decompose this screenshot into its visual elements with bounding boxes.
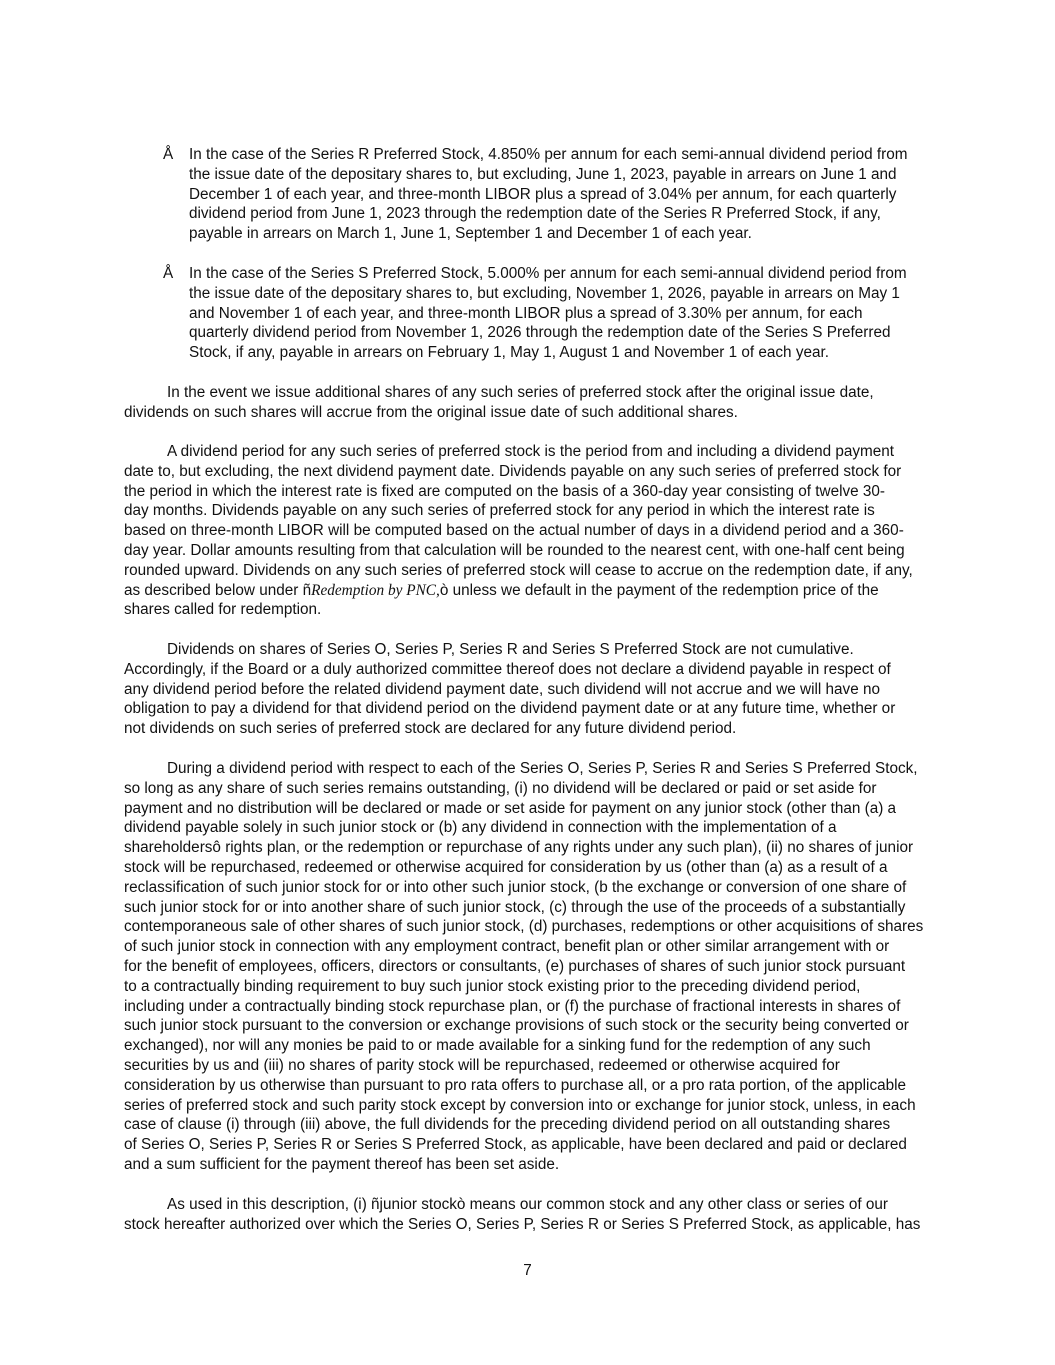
text-line: including under a contractually binding stock repurchase plan, or (f) the purchase of fractional interests in shares of <box>124 997 901 1015</box>
text-line: contemporaneous sale of other shares of such junior stock, (d) purchases, redemptions or other acquisitions of shares <box>124 918 924 936</box>
text-line: case of clause (i) through (iii) above, the full dividends for the preceding dividend period on all outstanding shares <box>124 1116 891 1134</box>
text-line: the issue date of the depositary shares to, but excluding, June 1, 2023, payable in arrears on June 1 and <box>189 165 897 183</box>
text-line: for the benefit of employees, officers, directors or consultants, (e) purchases of shares of such junior stock pursuant <box>124 957 906 975</box>
text-line: shareholdersô rights plan, or the redemption or repurchase of any rights under any such plan), (ii) no shares of junior <box>124 839 914 857</box>
text-line: payable in arrears on March 1, June 1, September 1 and December 1 of each year. <box>189 225 752 243</box>
text-line: Stock, if any, payable in arrears on February 1, May 1, August 1 and November 1 of each year. <box>189 344 829 362</box>
text-line: December 1 of each year, and three-month LIBOR plus a spread of 3.04% per annum, for each quarterly <box>189 185 897 203</box>
text-line: any dividend period before the related dividend payment date, such dividend will not accrue and we will have no <box>124 680 880 698</box>
text-line: shares called for redemption. <box>124 601 322 619</box>
text-line: A dividend period for any such series of preferred stock is the period from and including a dividend payment <box>167 443 895 460</box>
text-line: day months. Dividends payable on any such series of preferred stock for any period in which the interest rate is <box>124 502 875 520</box>
bullet-mark: Å <box>163 265 174 282</box>
text-line: of such junior stock in connection with any employment contract, benefit plan or other similar arrangement with or <box>124 938 890 956</box>
text-line: dividend payable solely in such junior stock or (b) any dividend in connection with the implementation of a <box>124 819 837 837</box>
text-line: During a dividend period with respect to each of the Series O, Series P, Series R and Series S Preferred Stock, <box>167 760 918 777</box>
text-line: such junior stock for or into another share of such junior stock, (c) through the use of the proceeds of a substantially <box>124 898 906 916</box>
text-line: stock will be repurchased, redeemed or otherwise acquired for consideration by us (other than (a) as a result of a <box>124 858 888 876</box>
paragraph-dividend-period <box>124 442 934 620</box>
text-line: of Series O, Series P, Series R or Series S Preferred Stock, as applicable, have been declared and paid or declared <box>124 1136 907 1154</box>
text-line: and November 1 of each year, and three-month LIBOR plus a spread of 3.30% per annum, for each <box>189 304 863 322</box>
bullet-text <box>189 145 935 244</box>
text-line: rounded upward. Dividends on any such series of preferred stock will cease to accrue on the redemption date, if any, <box>124 561 913 579</box>
text-line: As used in this description, (i) ñjunior stockò means our common stock and any other class or series of our <box>167 1196 888 1213</box>
text-line: quarterly dividend period from November 1, 2026 through the redemption date of the Series S Preferred <box>189 324 891 342</box>
text-line: Accordingly, if the Board or a duly authorized committee thereof does not declare a dividend payable in respect of <box>124 660 891 678</box>
text-line: so long as any share of such series remains outstanding, (i) no dividend will be declared or paid or set aside for <box>124 779 877 797</box>
text-line: dividends on such shares will accrue from the original issue date of such additional shares. <box>124 403 738 421</box>
text-line: and a sum sufficient for the payment thereof has been set aside. <box>124 1155 560 1173</box>
text-line: payment and no distribution will be declared or made or set aside for payment on any junior stock (other than (a) a <box>124 799 897 817</box>
text-line: Dividends on shares of Series O, Series P, Series R and Series S Preferred Stock are not cumulative. <box>167 641 854 658</box>
bullet-mark: Å <box>163 146 174 163</box>
text-line: day year. Dollar amounts resulting from that calculation will be rounded to the nearest cent, with one-half cent being <box>124 541 905 559</box>
text-segment: as described below under ñ <box>124 581 312 599</box>
page-number: 7 <box>523 1262 532 1279</box>
text-line: In the case of the Series S Preferred Stock, 5.000% per annum for each semi-annual dividend period from <box>189 265 907 282</box>
paragraph-additional-shares <box>124 383 934 423</box>
text-line: In the event we issue additional shares of any such series of preferred stock after the original issue date, <box>167 384 874 401</box>
paragraph-junior-stock-definition <box>124 1195 934 1235</box>
text-line: the period in which the interest rate is fixed are computed on the basis of a 360-day year consisting of twelve 30- <box>124 482 886 500</box>
text-line: consideration by us otherwise than pursuant to pro rata offers to purchase all, or a pro rata portion, of the applicable <box>124 1076 907 1094</box>
text-line: not dividends on such series of preferred stock are declared for any future dividend period. <box>124 720 737 738</box>
text-line: obligation to pay a dividend for that dividend period on the dividend payment date or at any future time, whether or <box>124 700 896 718</box>
text-line: securities by us and (iii) no shares of parity stock will be repurchased, redeemed or otherwise acquired for <box>124 1056 840 1074</box>
text-line: date to, but excluding, the next dividend payment date. Dividends payable on any such series of preferred stock for <box>124 462 902 480</box>
text-line: exchanged), nor will any monies be paid to or made available for a sinking fund for the redemption of any such <box>124 1037 871 1055</box>
text-line: stock hereafter authorized over which the Series O, Series P, Series R or Series S Preferred Stock, as applicable, has <box>124 1215 921 1233</box>
text-line: series of preferred stock and such parity stock except by conversion into or exchange for junior stock, unless, in each <box>124 1096 916 1114</box>
text-line: dividend period from June 1, 2023 through the redemption date of the Series R Preferred Stock, if any, <box>189 205 881 223</box>
text-segment: ò unless we default in the payment of the redemption price of the <box>439 581 879 599</box>
text-line: the issue date of the depositary shares to, but excluding, November 1, 2026, payable in arrears on May 1 <box>189 284 900 302</box>
text-line: to a contractually binding requirement to buy such junior stock existing prior to the preceding dividend period, <box>124 977 861 995</box>
section-reference: Redemption by PNC, <box>311 581 440 599</box>
text-line-with-reference <box>124 581 934 601</box>
text-line: based on three-month LIBOR will be computed based on the actual number of days in a dividend period and a 360- <box>124 522 904 540</box>
text-line: reclassification of such junior stock for or into other such junior stock, (b the exchange or conversion of one share of <box>124 878 907 896</box>
bullet-text <box>189 264 935 363</box>
text-line: such junior stock pursuant to the conversion or exchange provisions of such stock or the security being converted or <box>124 1017 909 1035</box>
text-line: In the case of the Series R Preferred Stock, 4.850% per annum for each semi-annual dividend period from <box>189 146 908 163</box>
paragraph-not-cumulative <box>124 640 934 739</box>
paragraph-dividend-restrictions <box>124 759 934 1175</box>
